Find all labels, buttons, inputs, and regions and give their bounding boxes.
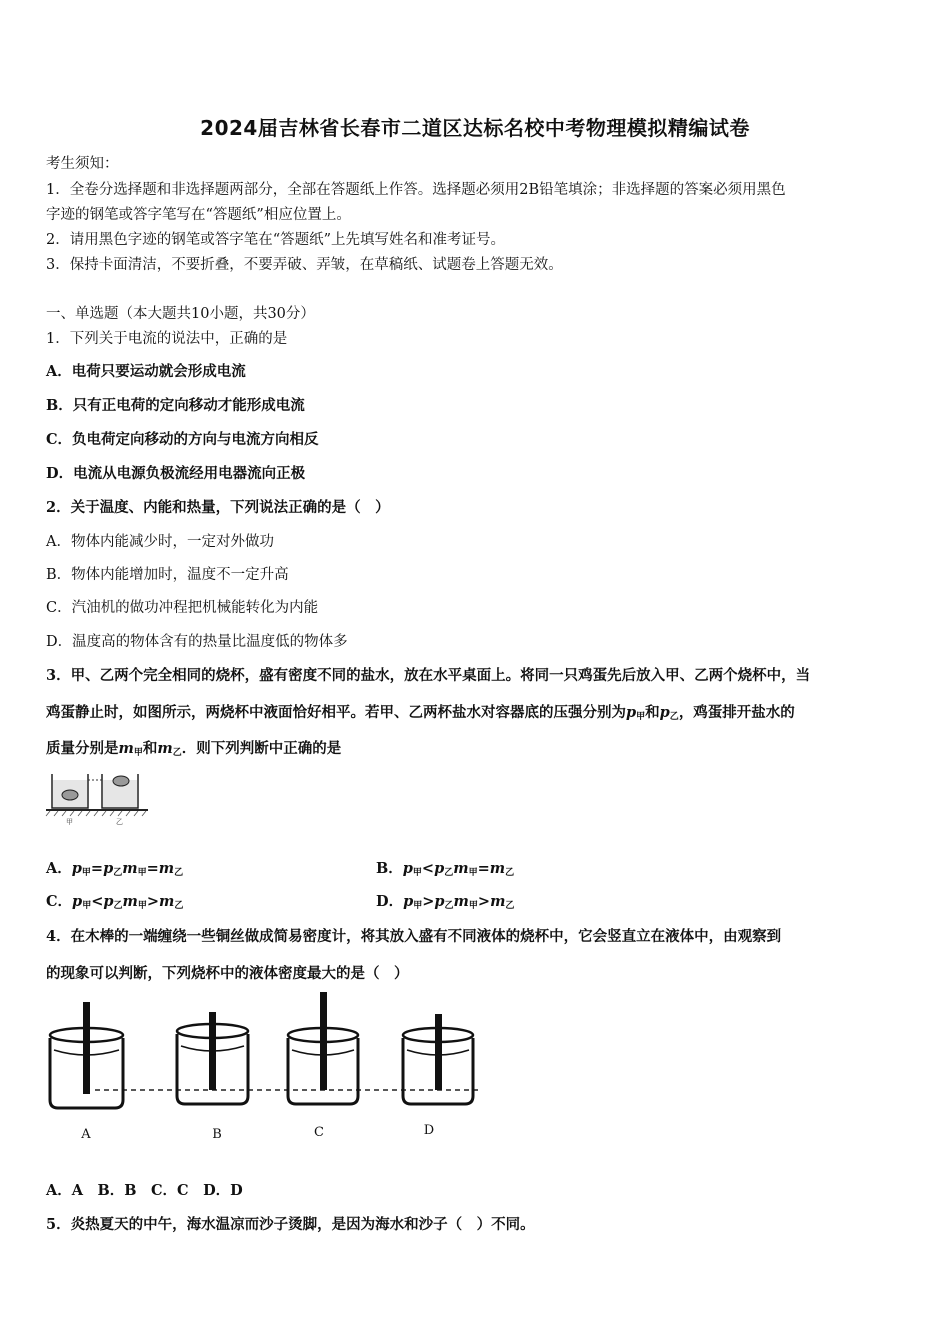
q1-stem: 1．下列关于电流的说法中，正确的是	[46, 331, 288, 347]
fig-label-jia: 甲	[66, 818, 73, 826]
hydrometer-d	[435, 1014, 442, 1090]
beaker-a	[50, 1002, 123, 1108]
q3-beakers-figure	[44, 768, 154, 828]
section-heading: 一、单选题（本大题共10小题，共30分）	[46, 306, 315, 322]
q3-line-1: 3．甲、乙两个完全相同的烧杯，盛有密度不同的盐水，放在水平桌面上。将同一只鸡蛋先后放入甲、乙两个烧杯中，当	[46, 667, 811, 684]
q4-line-2: 的现象可以判断，下列烧杯中的液体密度最大的是（ ）	[46, 965, 409, 982]
q3-line-3-tail: ．则下列判断中正确的是	[181, 740, 342, 757]
q1-option-a: A．电荷只要运动就会形成电流	[46, 363, 246, 380]
hydrometer-b	[209, 1012, 216, 1090]
q3-option-d: D．$p_甲>p_乙m_甲>m_乙$	[376, 893, 515, 911]
hydrometer-c	[320, 992, 327, 1090]
var-m: m	[118, 740, 134, 757]
q3-option-b: B．$p_甲<p_乙m_甲=m_乙$	[376, 860, 515, 878]
var-p: p	[659, 704, 670, 721]
table-hatch	[46, 811, 146, 816]
sub-jia: 甲	[133, 748, 143, 758]
q2-option-d: D．温度高的物体含有的热量比温度低的物体多	[46, 634, 348, 650]
q2-option-c: C．汽油机的做功冲程把机械能转化为内能	[46, 600, 319, 616]
q3-line-3	[46, 737, 341, 758]
q4-hydrometer-figure	[40, 990, 490, 1150]
conj: 和	[645, 704, 660, 721]
sub-jia: 甲	[636, 712, 646, 722]
q1-option-b: B．只有正电荷的定向移动才能形成电流	[46, 397, 305, 414]
hydrometer-a	[83, 1002, 90, 1094]
q3-line-3-text: 质量分别是	[46, 740, 119, 757]
sub-yi: 乙	[669, 712, 679, 722]
notice-heading: 考生须知：	[46, 156, 119, 172]
egg-yi	[113, 776, 129, 786]
q4-line-1: 4．在木棒的一端缠绕一些铜丝做成简易密度计，将其放入盛有不同液体的烧杯中，它会竖直立在液体中，由观察到	[46, 928, 782, 945]
var-m: m	[157, 740, 173, 757]
notice-item-1-cont: 字迹的钢笔或答字笔写在“答题纸”相应位置上。	[46, 207, 351, 223]
notice-item-2: 2．请用黑色字迹的钢笔或答字笔在“答题纸”上先填写姓名和准考证号。	[46, 232, 506, 248]
q3-line-2	[46, 701, 795, 722]
q3-option-c: C．$p_甲<p_乙m_甲>m_乙$	[46, 893, 184, 911]
conj: 和	[142, 740, 158, 757]
sub-yi: 乙	[172, 748, 182, 758]
notice-item-3: 3．保持卡面清洁，不要折叠，不要弄破、弄皱，在草稿纸、试题卷上答题无效。	[46, 257, 563, 273]
page-title: 2024届吉林省长春市二道区达标名校中考物理模拟精编试卷	[200, 116, 750, 140]
q4-options: A．A B．B C．C D．D	[46, 1182, 243, 1199]
var-p: p	[626, 704, 637, 721]
fig-label-yi: 乙	[116, 818, 123, 826]
q1-option-c: C．负电荷定向移动的方向与电流方向相反	[46, 431, 319, 448]
q2-option-a: A．物体内能减少时，一定对外做功	[46, 534, 274, 550]
label-b: B	[212, 1127, 222, 1142]
label-c: C	[314, 1125, 324, 1140]
beaker-c	[288, 992, 358, 1104]
q2-stem: 2．关于温度、内能和热量，下列说法正确的是（ ）	[46, 499, 390, 516]
q2-option-b: B．物体内能增加时，温度不一定升高	[46, 567, 289, 583]
notice-item-1: 1．全卷分选择题和非选择题两部分，全部在答题纸上作答。选择题必须用2B铅笔填涂；非选择题的答案必须用黑色	[46, 182, 786, 198]
q5-stem: 5．炎热夏天的中午，海水温凉而沙子烫脚，是因为海水和沙子（ ）不同。	[46, 1216, 535, 1233]
q3-line-2-tail: ，鸡蛋排开盐水的	[678, 704, 795, 721]
label-d: D	[423, 1123, 435, 1138]
q3-option-a: A．$p_甲=p_乙m_甲=m_乙$	[46, 860, 184, 878]
q3-line-2-text: 鸡蛋静止时，如图所示，两烧杯中液面恰好相平。若甲、乙两杯盐水对容器底的压强分别为	[46, 704, 626, 721]
label-a: A	[81, 1127, 91, 1142]
q1-option-d: D．电流从电源负极流经用电器流向正极	[46, 465, 306, 482]
egg-jia	[62, 790, 78, 800]
